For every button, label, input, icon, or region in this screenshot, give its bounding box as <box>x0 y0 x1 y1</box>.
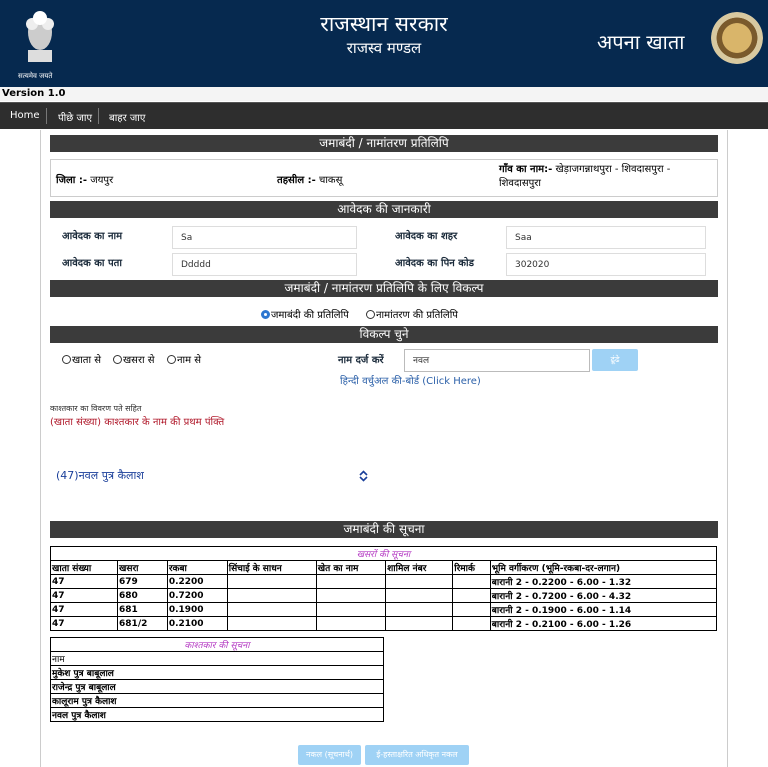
name-search-input[interactable]: नवल <box>404 349 590 372</box>
tehsil-value: चाकसू <box>318 175 343 186</box>
col-shamil: शामिल नंबर <box>386 561 453 575</box>
copy-option-namantaran[interactable]: नामांतरण की प्रतिलिपि <box>366 307 458 321</box>
applicant-name-label: आवेदक का नाम <box>62 231 123 242</box>
col-field-name: खेत का नाम <box>316 561 385 575</box>
header-title: राजस्थान सरकार <box>320 12 448 36</box>
section-title-copy: जमाबंदी / नामांतरण प्रतिलिपि <box>50 135 718 152</box>
applicant-address-input[interactable]: Ddddd <box>172 253 357 276</box>
nav-divider <box>98 108 99 124</box>
kastkar-select[interactable]: (47)नवल पुत्र कैलाश <box>56 469 144 482</box>
header-subtitle: राजस्व मण्डल <box>346 39 422 57</box>
search-button[interactable]: ढूंढे <box>592 349 638 371</box>
esigned-copy-button[interactable]: ई-हस्ताक्षरित अधिकृत नकल <box>365 745 469 765</box>
kastkar-table <box>50 637 384 722</box>
table-row: 47 681/2 0.2100 बारानी 2 - 0.2100 - 6.00 - 1.26 <box>51 617 717 631</box>
applicant-pin-label: आवेदक का पिन कोड <box>395 258 474 269</box>
board-seal-icon <box>711 12 763 64</box>
nav-bar <box>0 102 768 129</box>
search-option-khata[interactable]: खाता से <box>62 352 101 366</box>
col-khata: खाता संख्या <box>51 561 118 575</box>
search-option-khasra[interactable]: खसरा से <box>113 352 155 366</box>
col-khasra: खसरा <box>118 561 168 575</box>
khasra-table <box>50 546 717 631</box>
table-row: राजेन्द्र पुत्र बाबूलाल <box>51 680 384 694</box>
name-entry-label: नाम दर्ज करें <box>338 355 384 366</box>
header <box>0 0 768 87</box>
header-app-title: अपना खाता <box>597 30 685 54</box>
kastkar-note-red: (खाता संख्या) काश्तकार के नाम की प्रथम पंक्ति <box>50 417 225 428</box>
applicant-city-label: आवेदक का शहर <box>395 231 458 242</box>
table-row: मुकेश पुत्र बाबूलाल <box>51 666 384 680</box>
section-title-copy-options: जमाबंदी / नामांतरण प्रतिलिपि के लिए विकल्प <box>50 280 718 297</box>
applicant-pin-input[interactable]: 302020 <box>506 253 706 276</box>
khasra-caption: खसरों की सूचना <box>51 547 717 561</box>
village-label: गाँव का नाम:- <box>499 164 553 175</box>
col-land-class: भूमि वर्गीकरण (भूमि-रकबा-दर-लगान) <box>490 561 716 575</box>
village-value: खेड़ाजगन्नाथपुरा - शिवदासपुरा - शिवदासपुरा <box>499 164 671 189</box>
applicant-city-input[interactable]: Saa <box>506 226 706 249</box>
copy-option-jamabandi[interactable]: जमाबंदी की प्रतिलिपि <box>261 307 349 321</box>
copy-info-button[interactable]: नकल (सूचनार्थ) <box>298 745 361 765</box>
section-title-applicant: आवेदक की जानकारी <box>50 201 718 218</box>
radio-icon[interactable] <box>113 355 122 364</box>
col-rakba: रकबा <box>167 561 227 575</box>
nav-home[interactable]: Home <box>10 110 40 121</box>
emblem-caption: सत्यमेव जयते <box>18 72 53 80</box>
tehsil-label: तहसील :- <box>277 175 316 186</box>
virtual-keyboard-link[interactable]: हिन्दी वर्चुअल की-बोर्ड (Click Here) <box>340 376 481 387</box>
nav-back[interactable]: पीछे जाए <box>58 113 92 124</box>
table-row: 47 679 0.2200 बारानी 2 - 0.2200 - 6.00 - 1.32 <box>51 575 717 589</box>
applicant-address-label: आवेदक का पता <box>62 258 122 269</box>
location-box <box>50 159 718 197</box>
col-irrigation: सिंचाई के साधन <box>227 561 316 575</box>
select-arrows-icon[interactable] <box>359 470 368 482</box>
table-row: नवल पुत्र कैलाश <box>51 708 384 722</box>
radio-icon[interactable] <box>62 355 71 364</box>
applicant-name-input[interactable]: Sa <box>172 226 357 249</box>
kastkar-header: नाम <box>51 652 384 666</box>
nav-divider <box>46 108 47 124</box>
radio-icon[interactable] <box>167 355 176 364</box>
section-title-choose: विकल्प चुने <box>50 326 718 343</box>
table-header-row <box>51 561 717 575</box>
radio-icon[interactable] <box>366 310 375 319</box>
nav-exit[interactable]: बाहर जाए <box>109 113 146 124</box>
kastkar-note: काश्तकार का विवरण पते सहित <box>50 404 142 413</box>
kastkar-caption: काश्तकार की सूचना <box>51 638 384 652</box>
search-option-name[interactable]: नाम से <box>167 352 201 366</box>
section-title-jamabandi-info: जमाबंदी की सूचना <box>50 521 718 538</box>
table-row: कालूराम पुत्र कैलाश <box>51 694 384 708</box>
version-label: Version 1.0 <box>0 87 768 101</box>
radio-selected-icon[interactable] <box>261 310 270 319</box>
col-remark: रिमार्क <box>453 561 491 575</box>
table-row: 47 681 0.1900 बारानी 2 - 0.1900 - 6.00 - 1.14 <box>51 603 717 617</box>
table-row: 47 680 0.7200 बारानी 2 - 0.7200 - 6.00 - 4.32 <box>51 589 717 603</box>
district-value: जयपुर <box>90 175 114 186</box>
district-label: जिला :- <box>56 175 88 186</box>
